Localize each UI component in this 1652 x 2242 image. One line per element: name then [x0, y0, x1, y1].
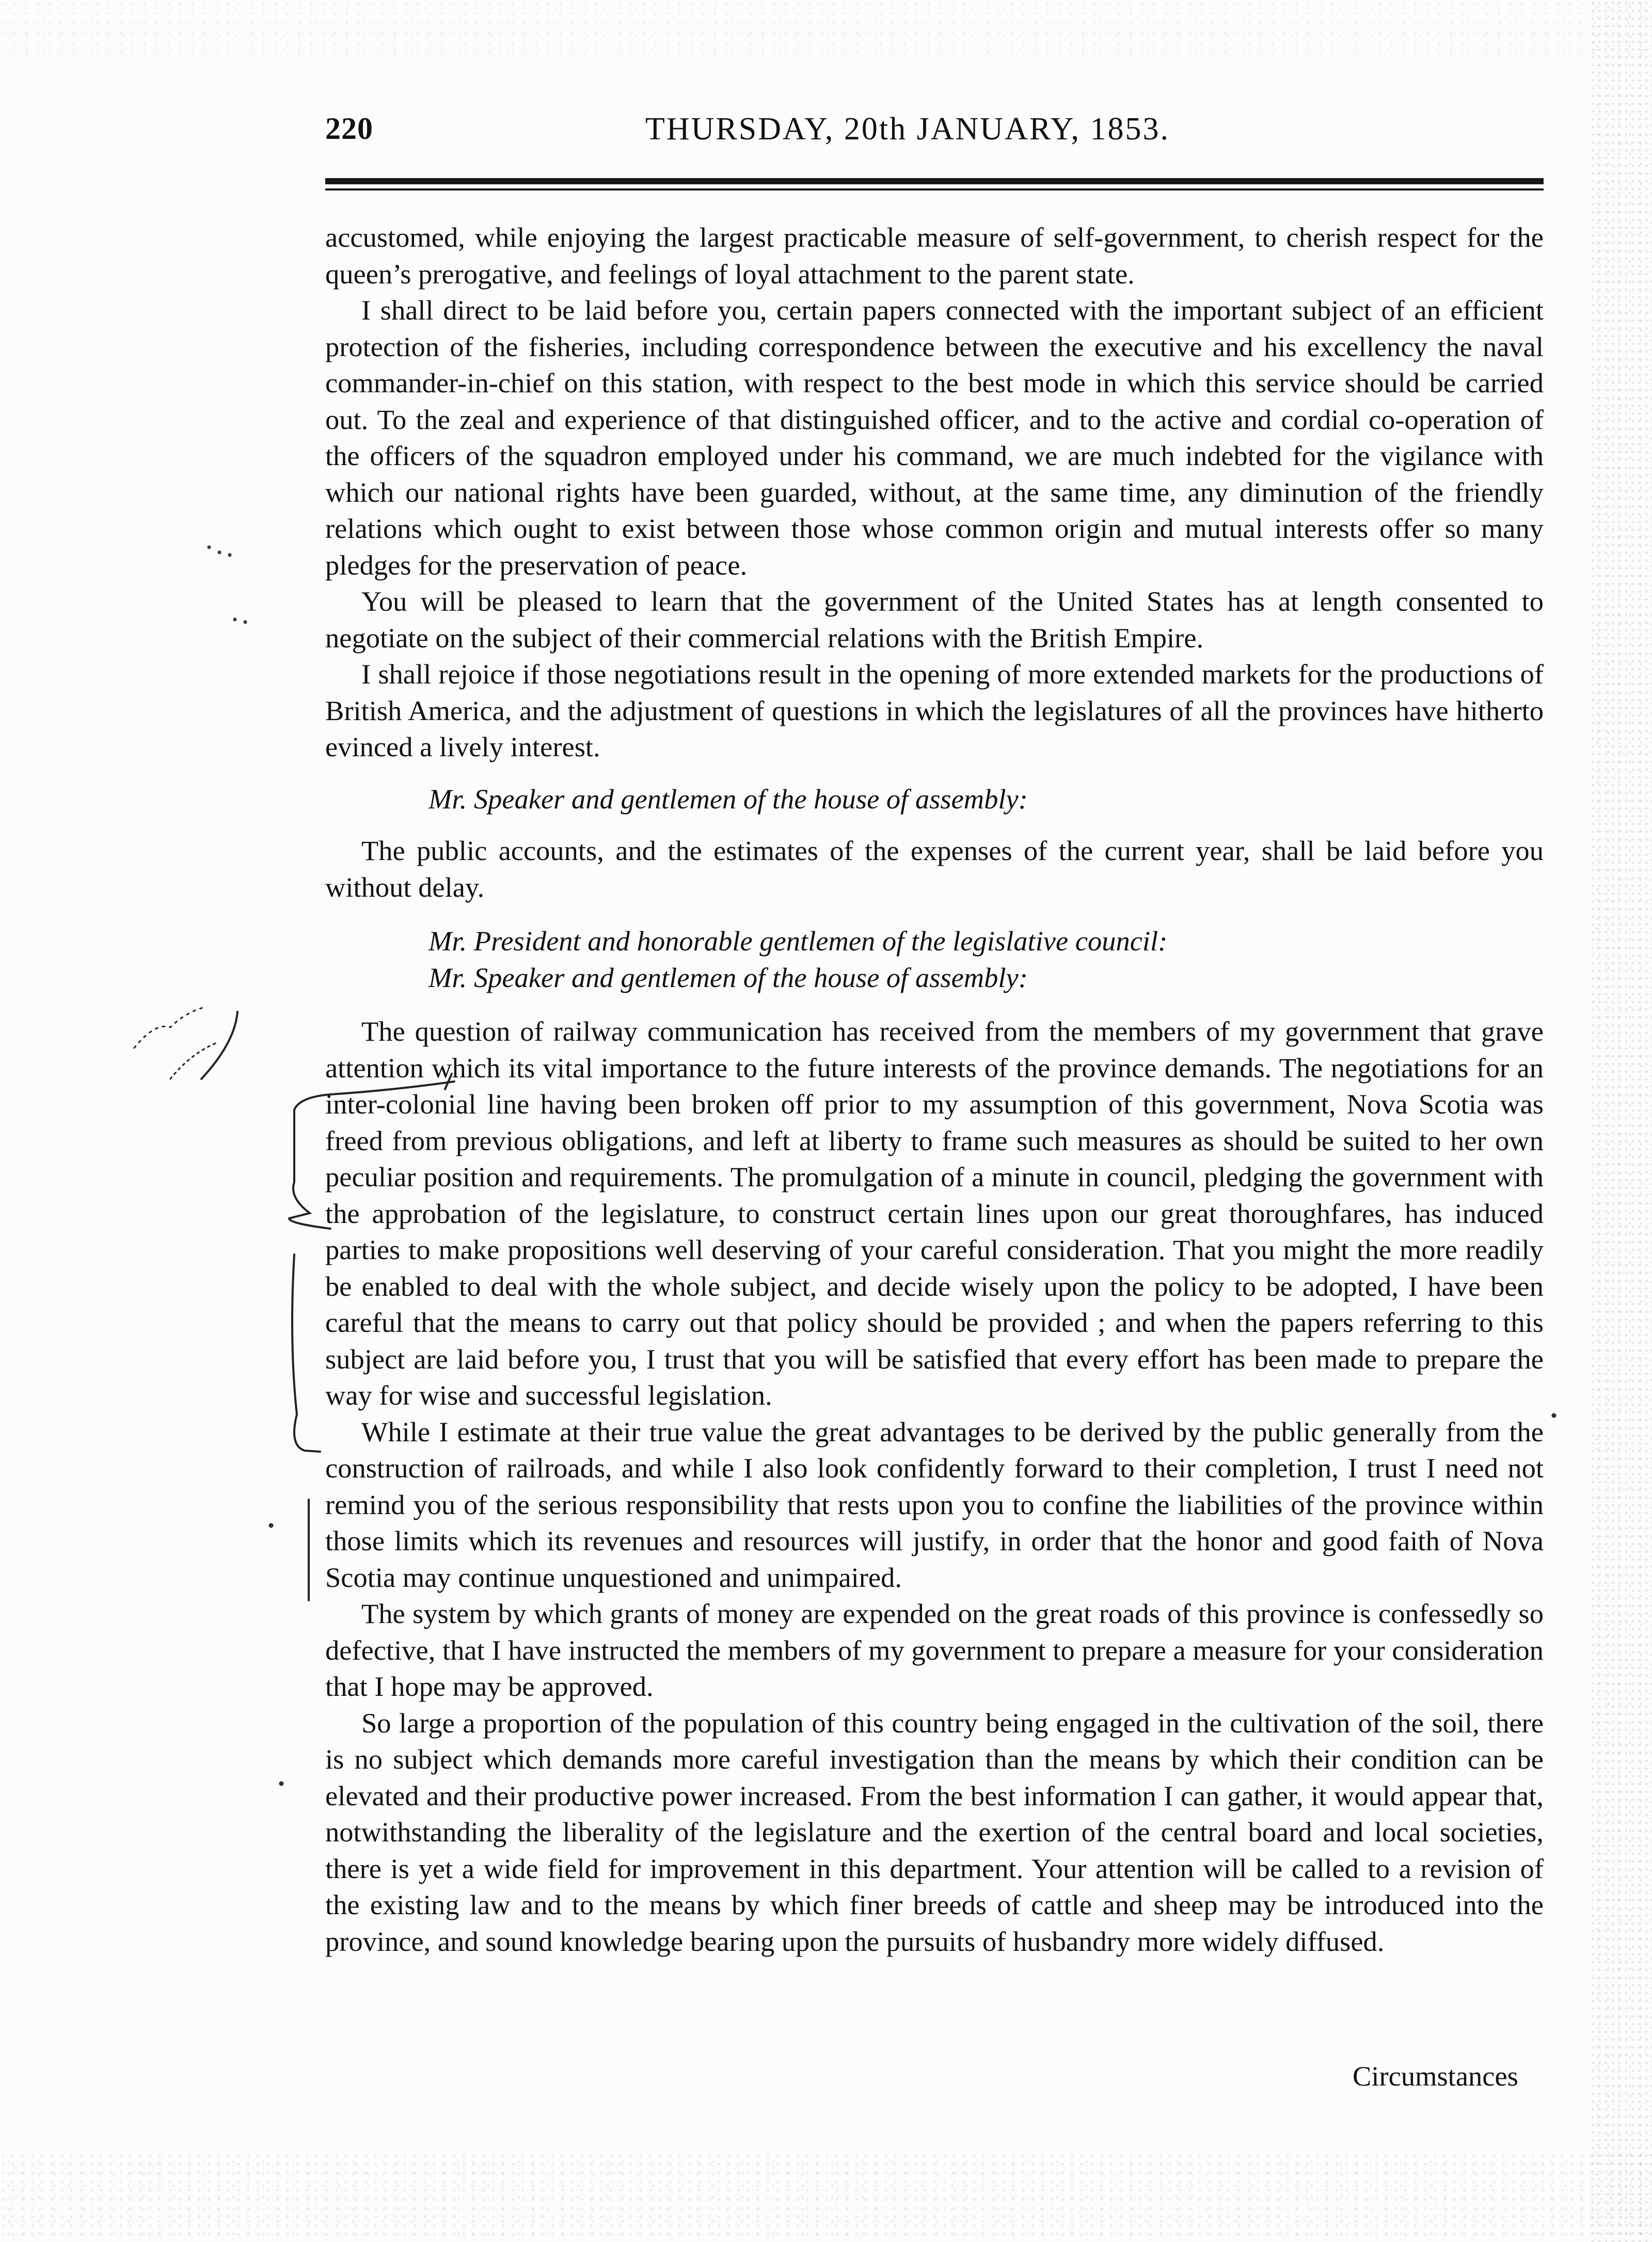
scan-noise-bottom: [0, 2153, 1652, 2242]
margin-dot: [279, 1782, 283, 1786]
page-number: 220: [325, 112, 373, 146]
bracket-mark: [292, 1254, 320, 1452]
page-header: [325, 111, 1544, 157]
pencil-scribble: [134, 1007, 206, 1048]
header-rule-thin: [325, 188, 1544, 190]
header-rule-thick: [325, 178, 1544, 184]
margin-dot: [1552, 1413, 1556, 1418]
paragraph-public-accounts: The public accounts, and the estimates of the expenses of the current year, shall be laid before you without delay.: [325, 835, 1544, 903]
margin-dot: [228, 553, 231, 556]
pencil-tick: [201, 1012, 237, 1079]
paragraph-roads: The system by which grants of money are expended on the great roads of this province is confessedly so defective, that I have instructed the members of my government to prepare a measure for your consideration that I hope may be approved.: [325, 1598, 1544, 1702]
catchword: Circumstances: [1353, 2060, 1518, 2092]
paragraph-railroads: While I estimate at their true value the great advantages to be derived by the public generally from the construction of railroads, and while I also look confidently forward to their completion, I trust I need not remind you of the serious responsibility that rests upon you to confine the liabilities of the province within those limits which its revenues and resources will justify, in order that the honor and good faith of Nova Scotia may continue unquestioned and unimpaired.: [325, 1416, 1544, 1593]
address-speaker: Mr. Speaker and gentlemen of the house of assembly:: [428, 783, 1028, 815]
address-president: Mr. President and honorable gentlemen of the legislative council:: [428, 925, 1168, 957]
margin-dot: [244, 621, 247, 624]
paragraph-railway: The question of railway communication has received from the members of my government that grave attention which its vital importance to the future interests of the province demands. The negotiations for an inter-colonial line having been broken off prior to my assumption of this government, Nova Scotia was freed from previous obligations, and left at liberty to frame such measures as should be suited to her own peculiar position and requirements. The promulgation of a minute in council, pledging the government with the approbation of the legislature, to construct certain lines upon our great thoroughfares, has induced parties to make propositions well deserving of your careful consideration. That you might the more readily be enabled to deal with the whole subject, and decide wisely upon the policy to be adopted, I have been careful that the means to carry out that policy should be provided ; and when the papers referring to this subject are laid before you, I trust that you will be satisfied that every effort has been made to prepare the way for wise and successful legislation.: [325, 1015, 1544, 1411]
margin-dot: [269, 1523, 273, 1528]
paragraph-united-states: You will be pleased to learn that the government of the United States has at length consented to negotiate on the subject of their commercial relations with the British Empire.: [325, 585, 1544, 654]
margin-dot: [218, 551, 221, 554]
paragraph-continuation: accustomed, while enjoying the largest practicable measure of self-government, to cherish respect for the queen’s prerogative, and feelings of loyal attachment to the parent state.: [325, 221, 1544, 290]
scan-noise-right: [1590, 0, 1652, 2242]
address-group: [325, 923, 1544, 996]
paragraph-negotiations: I shall rejoice if those negotiations result in the opening of more extended markets for the productions of British America, and the adjustment of questions in which the legislatures of all the provinces have hitherto evinced a lively interest.: [325, 658, 1544, 762]
running-head: THURSDAY, 20th JANUARY, 1853.: [645, 112, 1170, 147]
margin-dot: [208, 546, 211, 549]
paragraph-agriculture: So large a proportion of the population of this country being engaged in the cultivation of the soil, there is no subject which demands more careful investigation than the means by which their condition can be elevated and their productive power increased. From the best information I can gather, it would appear that, notwithstanding the liberality of the legislature and the exertion of the central board and local societies, there is yet a wide field for improvement in this department. Your attention will be called to a revision of the existing law and to the means by which finer breeds of cattle and sheep may be introduced into the province, and sound knowledge bearing upon the pursuits of husbandry more widely diffused.: [325, 1707, 1544, 1957]
scan-noise-top: [0, 0, 1652, 57]
paragraph-fisheries: I shall direct to be laid before you, certain papers connected with the important subject of an efficient protection of the fisheries, including correspondence between the executive and his excellency the naval commander-in-chief on this station, with respect to the best mode in which this service should be carried out. To the zeal and experience of that distinguished officer, and to the active and cordial co-operation of the officers of the squadron employed under his command, we are much indebted for the vigilance with which our national rights have been guarded, without, at the same time, any diminution of the friendly relations which ought to exist between those whose common origin and mutual interests offer so many pledges for the preservation of peace.: [325, 294, 1544, 581]
pencil-scribble: [170, 1043, 217, 1079]
address-speaker-2: Mr. Speaker and gentlemen of the house of assembly:: [428, 961, 1028, 993]
margin-dot: [233, 618, 236, 621]
body-text: [325, 219, 1544, 1960]
bracket-mark: [289, 1094, 330, 1229]
